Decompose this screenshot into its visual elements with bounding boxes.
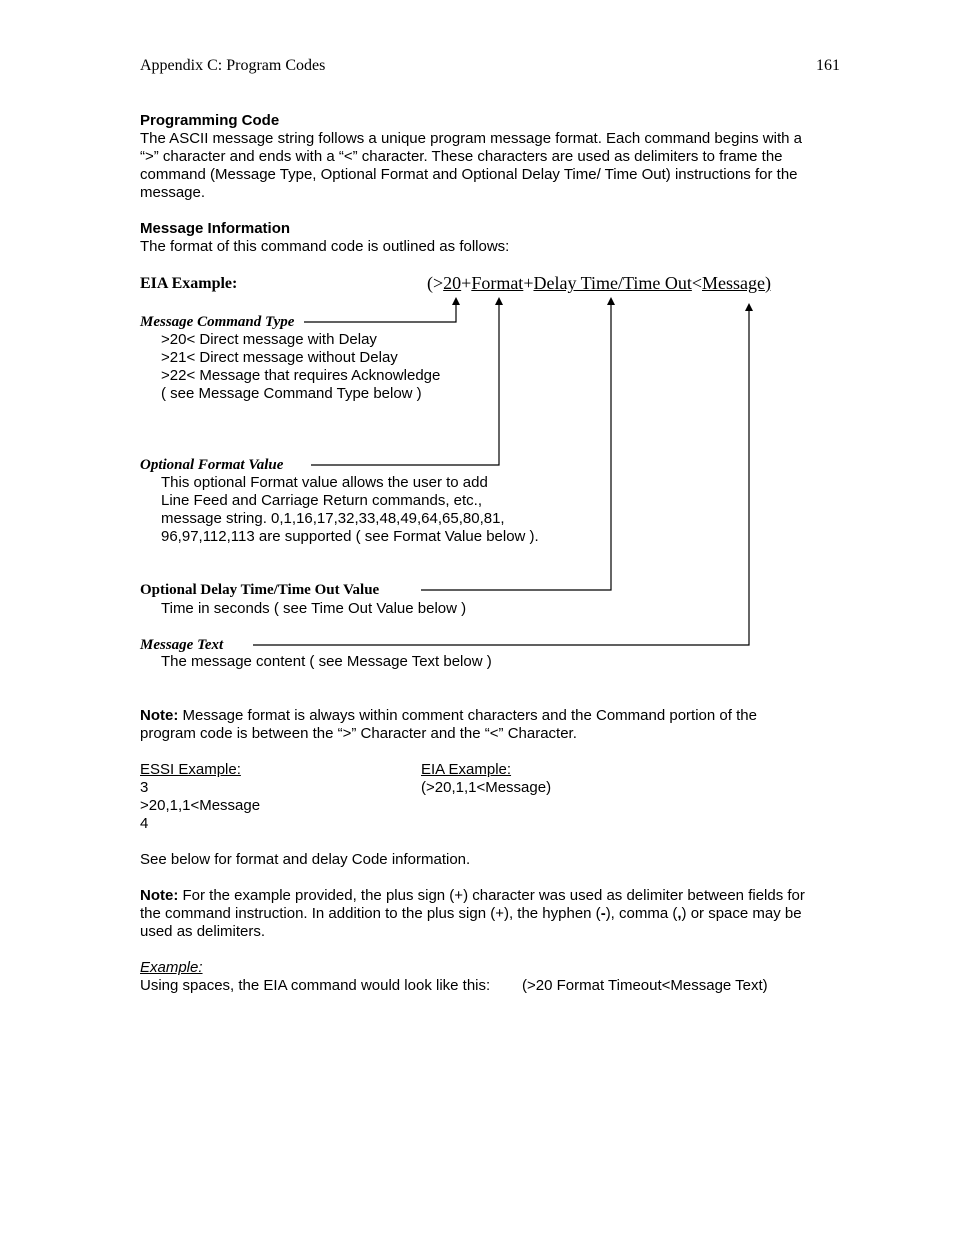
message-text-label: Message Text (140, 637, 224, 653)
message-text-text: The message content ( see Message Text below ) (161, 653, 492, 670)
eia-lt: < (691, 273, 702, 293)
format-value-label: Optional Format Value (140, 457, 284, 473)
note-2-line-1 (140, 887, 805, 905)
eia-delay: Delay Time/Time Out (533, 273, 692, 293)
format-value-line-4: 96,97,112,113 are supported ( see Format Value below ). (161, 528, 539, 545)
note-2-text: For the example provided, the plus sign (+) character was used as delimiter between fields for (178, 887, 805, 904)
message-information-heading: Message Information (140, 220, 291, 237)
final-example-text: Using spaces, the EIA command would look like this: (140, 977, 491, 994)
see-below-text: See below for format and delay Code information. (140, 851, 471, 868)
arrowhead-command (452, 297, 460, 305)
note-2-label: Note: (140, 887, 179, 904)
note-2-hyphen: - (600, 905, 606, 922)
eia-plus-1: + (461, 273, 472, 293)
command-type-item-2: >21< Direct message without Delay (161, 349, 398, 366)
format-value-line-1: This optional Format value allows the user to add (161, 474, 488, 491)
command-type-item-3: >22< Message that requires Acknowledge (161, 367, 441, 384)
eia-example-label: EIA Example: (140, 275, 238, 292)
note-1-label: Note: (140, 707, 179, 724)
eia-open-paren: (> (427, 273, 444, 293)
delay-value-label: Optional Delay Time/Time Out Value (140, 582, 380, 598)
eia-message: Message) (702, 273, 771, 293)
essi-example-line-3: 4 (140, 815, 149, 832)
note-2-line-2 (140, 905, 802, 923)
programming-code-line-2: “>” character and ends with a “<” character. These characters are used as delimiters to frame the (140, 148, 783, 165)
eia-format: Format (471, 273, 524, 293)
programming-code-line-4: message. (140, 184, 206, 201)
command-type-item-4: ( see Message Command Type below ) (161, 385, 422, 402)
arrowhead-message (745, 303, 753, 311)
command-type-item-1: >20< Direct message with Delay (161, 331, 377, 348)
format-value-line-3: message string. 0,1,16,17,32,33,48,49,64,65,80,81, (161, 510, 505, 527)
essi-example-line-1: 3 (140, 779, 149, 796)
essi-example-heading: ESSI Example: (140, 761, 241, 778)
format-value-line-2: Line Feed and Carriage Return commands, etc., (161, 492, 482, 509)
eia-plus-2: + (523, 273, 534, 293)
running-header-title: Appendix C: Program Codes (140, 57, 326, 74)
delay-value-text: Time in seconds ( see Time Out Value below ) (161, 600, 467, 617)
note-1-line-2: program code is between the “>” Character and the “<” Character. (140, 725, 577, 742)
programming-code-line-1: The ASCII message string follows a unique program message format. Each command begins with a (140, 130, 802, 147)
note-2-line-2a: the command instruction. In addition to the plus sign (+), the hyphen ( (140, 905, 601, 922)
programming-code-heading: Programming Code (140, 112, 280, 129)
delay-connector (421, 303, 611, 590)
note-1-line-1 (140, 707, 757, 725)
note-2-line-2b: ), comma ( (605, 905, 678, 922)
arrowhead-format (495, 297, 503, 305)
note-1-text: Message format is always within comment characters and the Command portion of the (178, 707, 757, 724)
eia-example-line: (>20,1,1<Message) (421, 779, 552, 796)
note-2-line-2c: ) or space may be (681, 905, 802, 922)
final-example-heading: Example: (140, 959, 203, 976)
programming-code-line-3: command (Message Type, Optional Format and Optional Delay Time/ Time Out) instructions for the (140, 166, 798, 183)
eia-example-heading: EIA Example: (421, 761, 512, 778)
message-information-intro: The format of this command code is outlined as follows: (140, 238, 510, 255)
final-example-command: (>20 Format Timeout<Message Text) (522, 977, 768, 994)
command-type-connector (304, 304, 456, 322)
note-2-line-3: used as delimiters. (140, 923, 266, 940)
page-number: 161 (816, 57, 840, 74)
essi-example-line-2: >20,1,1<Message (140, 797, 261, 814)
command-type-label: Message Command Type (140, 314, 295, 330)
arrowhead-delay (607, 297, 615, 305)
eia-code: 20 (443, 273, 462, 293)
note-2-comma: , (677, 905, 682, 922)
